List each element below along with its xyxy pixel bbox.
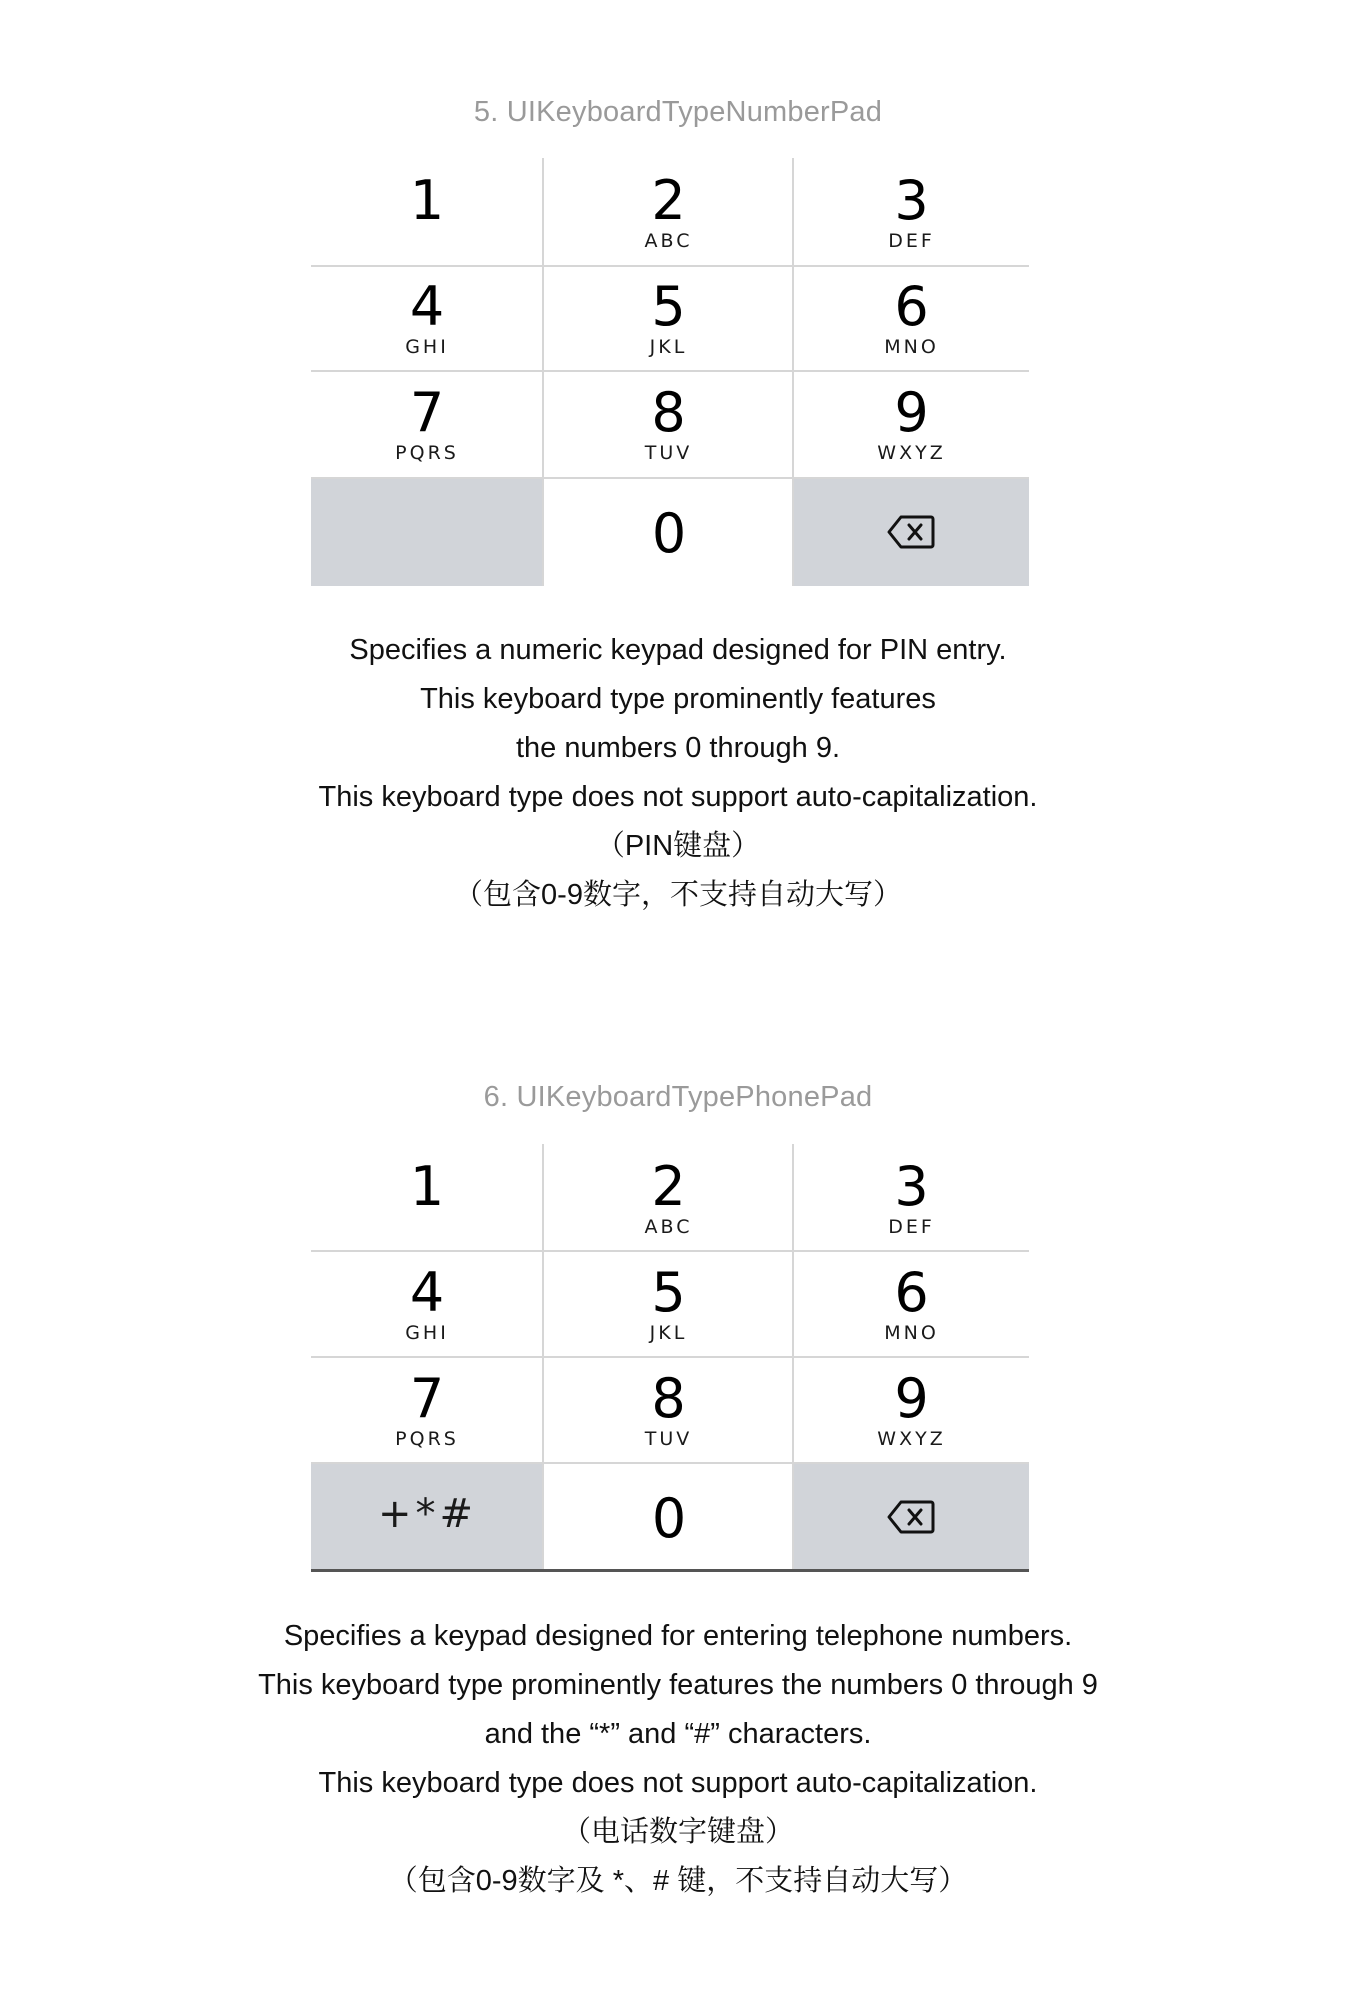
- key-blank: [311, 479, 544, 586]
- key-digit: 5: [651, 1261, 686, 1324]
- key-4[interactable]: [311, 266, 543, 371]
- key-letters: TUV: [644, 1428, 693, 1450]
- key-digit: 2: [651, 1155, 686, 1218]
- key-digit: 1: [409, 169, 445, 232]
- description-line: This keyboard type prominently features: [420, 683, 936, 715]
- divider: [311, 1250, 1029, 1252]
- key-2[interactable]: [544, 158, 793, 265]
- key-letters: GHI: [405, 336, 449, 358]
- divider: [542, 1144, 544, 1570]
- key-digit: 1: [409, 1155, 445, 1218]
- key-digit: 0: [651, 502, 687, 565]
- number-pad-keyboard: [311, 158, 1029, 586]
- divider: [311, 370, 1029, 372]
- key-8[interactable]: [544, 372, 793, 477]
- description-line: （PIN键盘）: [595, 830, 761, 862]
- section-description: [0, 626, 1356, 920]
- description-line: （包含0-9数字，不支持自动大写）: [454, 879, 902, 911]
- key-digit: 4: [409, 275, 445, 338]
- key-6[interactable]: [794, 266, 1029, 371]
- key-5[interactable]: [544, 1252, 793, 1356]
- divider: [792, 158, 794, 586]
- key-digit: 8: [651, 1367, 686, 1430]
- delete-backspace-icon: [887, 1500, 935, 1534]
- description-line: the numbers 0 through 9.: [515, 732, 841, 764]
- key-delete[interactable]: [794, 479, 1029, 586]
- key-digit: 5: [651, 275, 686, 338]
- divider: [792, 1144, 794, 1570]
- key-letters: JKL: [649, 1322, 688, 1344]
- section-title: 6. UIKeyboardTypePhonePad: [483, 1081, 873, 1113]
- key-3[interactable]: [794, 1144, 1029, 1250]
- key-7[interactable]: [311, 372, 543, 477]
- key-1[interactable]: [311, 158, 543, 265]
- divider: [542, 158, 544, 586]
- key-letters: TUV: [644, 442, 693, 464]
- key-0[interactable]: [544, 1464, 794, 1570]
- section-description: [0, 1612, 1356, 1906]
- delete-backspace-icon: [887, 515, 935, 549]
- key-letters: JKL: [649, 336, 688, 358]
- key-letters: GHI: [405, 1322, 449, 1344]
- key-digit: 2: [651, 169, 686, 232]
- key-digit: 4: [409, 1261, 445, 1324]
- key-5[interactable]: [544, 266, 793, 371]
- description-line: Specifies a numeric keypad designed for PIN entry.: [349, 634, 1007, 666]
- description-line: This keyboard type does not support auto-capitalization.: [318, 1767, 1038, 1799]
- description-line: This keyboard type prominently features the numbers 0 through 9: [258, 1669, 1098, 1701]
- key-letters: WXYZ: [877, 442, 946, 464]
- key-9[interactable]: [794, 1358, 1029, 1462]
- description-line: （包含0-9数字及 *、# 键，不支持自动大写）: [388, 1865, 968, 1897]
- description-line: and the “*” and “#” characters.: [484, 1718, 872, 1750]
- key-0[interactable]: [544, 479, 794, 586]
- key-8[interactable]: [544, 1358, 793, 1462]
- key-symbols[interactable]: [311, 1464, 544, 1570]
- key-letters: DEF: [888, 230, 935, 252]
- key-letters: WXYZ: [877, 1428, 946, 1450]
- description-line: （电话数字键盘）: [561, 1816, 794, 1848]
- key-7[interactable]: [311, 1358, 543, 1462]
- description-line: Specifies a keypad designed for entering telephone numbers.: [283, 1620, 1073, 1652]
- key-9[interactable]: [794, 372, 1029, 477]
- key-digit: 9: [894, 381, 929, 444]
- phone-pad-keyboard: [311, 1144, 1029, 1572]
- divider: [311, 265, 1029, 267]
- key-letters: ABC: [644, 230, 693, 252]
- key-letters: DEF: [888, 1216, 935, 1238]
- key-letters: PQRS: [395, 442, 459, 464]
- key-letters: PQRS: [395, 1428, 459, 1450]
- key-digit: 6: [894, 1261, 929, 1324]
- key-digit: 6: [894, 275, 929, 338]
- description-line: This keyboard type does not support auto-capitalization.: [318, 781, 1038, 813]
- section-title: 5. UIKeyboardTypeNumberPad: [473, 96, 883, 128]
- key-digit: 0: [651, 1487, 687, 1550]
- key-letters: MNO: [884, 1322, 939, 1344]
- key-letters: MNO: [884, 336, 939, 358]
- divider: [311, 1356, 1029, 1358]
- key-3[interactable]: [794, 158, 1029, 265]
- key-6[interactable]: [794, 1252, 1029, 1356]
- key-digit: 8: [651, 381, 686, 444]
- keyboard-bottom-edge: [311, 1569, 1029, 1572]
- key-digit: 7: [409, 381, 445, 444]
- key-2[interactable]: [544, 1144, 793, 1250]
- key-digit: 7: [409, 1367, 445, 1430]
- key-symbol-label: +*#: [377, 1491, 478, 1537]
- key-1[interactable]: [311, 1144, 543, 1250]
- key-digit: 9: [894, 1367, 929, 1430]
- key-delete[interactable]: [794, 1464, 1029, 1570]
- key-4[interactable]: [311, 1252, 543, 1356]
- divider: [311, 1462, 1029, 1464]
- divider: [311, 477, 1029, 479]
- key-digit: 3: [894, 1155, 929, 1218]
- key-letters: ABC: [644, 1216, 693, 1238]
- key-digit: 3: [894, 169, 929, 232]
